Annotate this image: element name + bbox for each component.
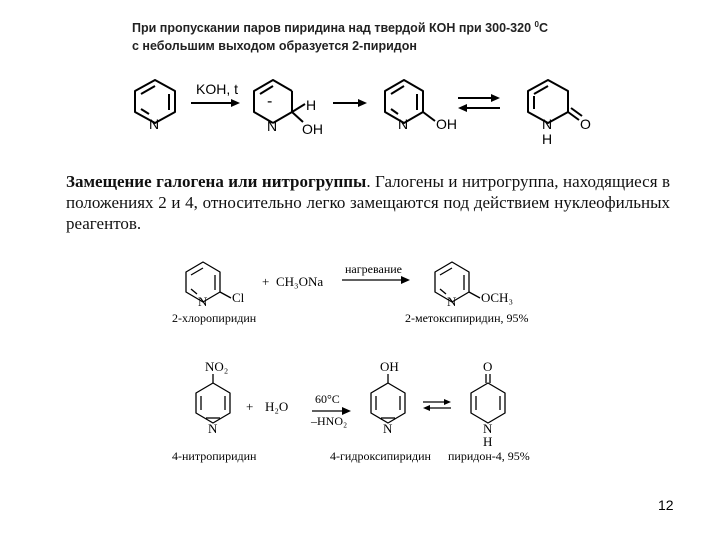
n-atom-3: N: [398, 116, 409, 132]
label-4-hydroxypyridine: 4-гидроксипиридин: [330, 449, 431, 463]
body-paragraph: [66, 171, 670, 234]
title-line-1-end: С: [538, 21, 548, 36]
paragraph-text: . Галогены и нитрогруппа, находящиеся в положениях 2 и 4, относительно легко замещаются под действием нуклеофильных реагентов.: [66, 172, 671, 233]
label-pyridone-4: пиридон-4, 95%: [448, 449, 530, 463]
label-2-methoxypyridine: 2-метоксипиридин, 95%: [405, 311, 529, 325]
n-atom-1: N: [149, 116, 160, 132]
chloropyridine-structure: [186, 262, 231, 302]
n-atom-6: N: [447, 294, 457, 309]
label-4-nitropyridine: 4-нитропиридин: [172, 449, 257, 463]
heating-condition: нагревание: [345, 262, 402, 276]
label-2-chloropyridine: 2-хлоропиридин: [172, 311, 257, 325]
water-reagent: H₂O: [265, 399, 289, 414]
no2-group: NO₂: [205, 359, 229, 374]
h-atom-3: H: [483, 434, 493, 449]
pyridone-structure: [528, 80, 582, 123]
plus-sign-1: +: [262, 274, 270, 289]
hydroxypyridine4-structure: [371, 374, 405, 423]
n-atom-7: N: [208, 421, 218, 436]
page-number: 12: [658, 497, 674, 513]
plus-sign-2: +: [246, 399, 254, 414]
n-atom-8: N: [383, 421, 393, 436]
o-atom-1: O: [580, 116, 591, 132]
hydroxypyridine-structure: [385, 80, 435, 123]
pyridone4-structure: [471, 374, 505, 423]
n-atom-4: N: [542, 116, 553, 132]
nitropyridine-structure: [196, 374, 230, 423]
title-line-2: с небольшим выходом образуется 2-пиридон: [132, 39, 417, 54]
paragraph-heading: Замещение галогена или нитрогруппы: [66, 172, 367, 191]
cl-atom: Cl: [232, 290, 245, 305]
methoxide-reagent: CH₃ONa: [276, 274, 324, 289]
h-atom-2: H: [542, 131, 553, 147]
intermediate-structure: [254, 80, 305, 123]
degree-mark: 0: [534, 20, 539, 29]
n-atom-2: N: [267, 118, 278, 134]
oh-group-2: OH: [436, 116, 457, 132]
methoxypyridine-structure: [435, 262, 480, 302]
minus-sign: -: [267, 93, 273, 110]
hno2-condition: –HNO₂: [311, 414, 348, 428]
oh-group-1: OH: [302, 121, 323, 137]
n-atom-5: N: [198, 294, 208, 309]
title-line-1: При пропускании паров пиридина над твердой КОН при 300-320: [132, 21, 535, 36]
n-atom-9: N: [483, 421, 493, 436]
och3-group: OCH₃: [481, 290, 513, 305]
koh-label: KOH, t: [196, 81, 239, 97]
o-atom-2: O: [483, 359, 493, 374]
h-atom-1: H: [306, 97, 317, 113]
oh-group-3: OH: [380, 359, 399, 374]
temp-condition: 60°C: [315, 392, 340, 406]
